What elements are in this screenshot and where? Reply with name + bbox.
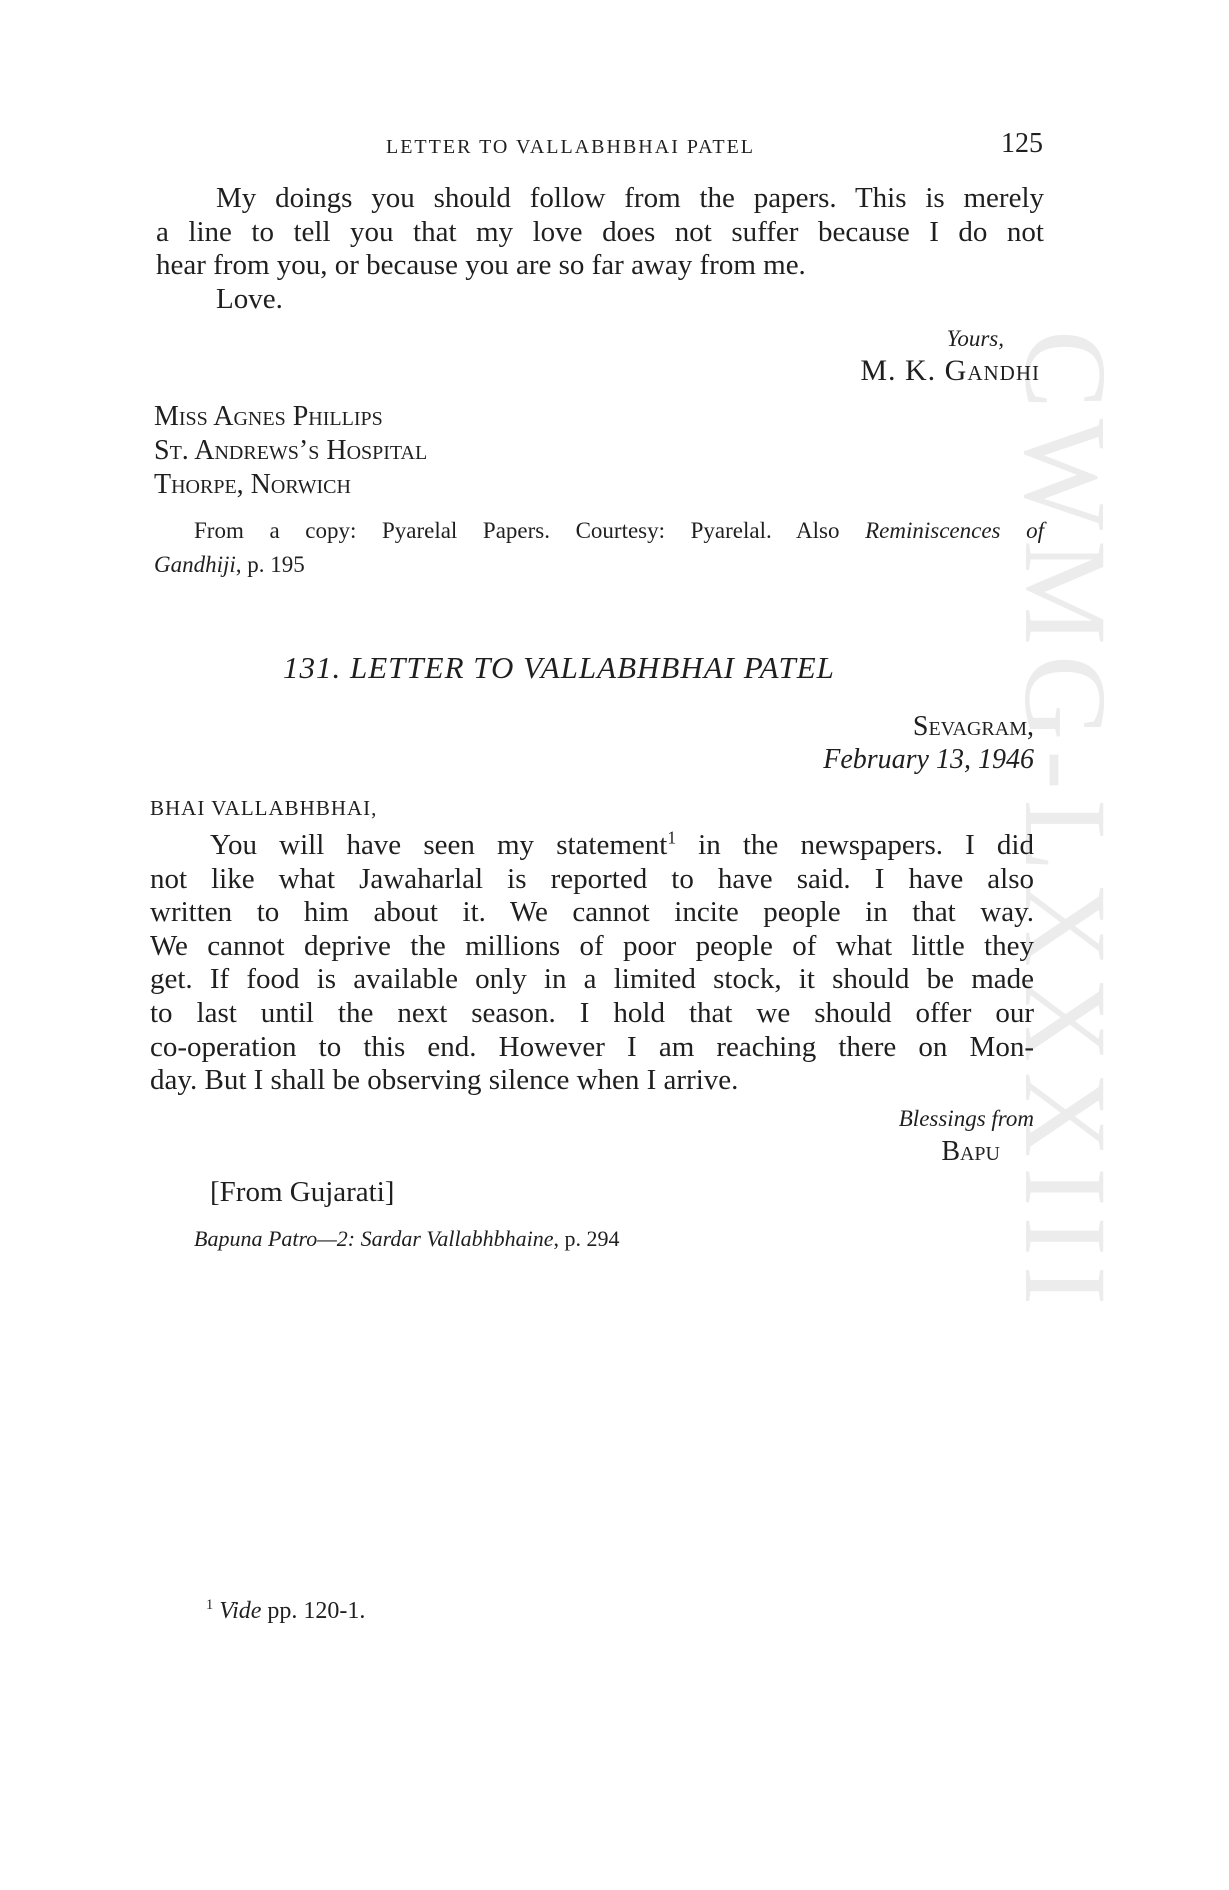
source-book-title: Gandhiji <box>154 552 236 577</box>
source-book-title: Reminiscences of <box>865 518 1044 543</box>
letter2-line: get. If food is available only in a limited stock, it should be made <box>150 963 1034 996</box>
letter2-line <box>150 829 1034 863</box>
source-text: From a copy: Pyarelal Papers. Courtesy: Pyarelal. Also <box>194 518 866 543</box>
letter1-source <box>154 514 1044 582</box>
address-line: Thorpe, Norwich <box>154 469 351 500</box>
source-text: , p. 195 <box>235 552 305 577</box>
letter1-signature: M. K. Gandhi <box>860 354 1040 387</box>
running-title: LETTER TO VALLABHBHAI PATEL <box>386 136 756 158</box>
letter2-line: We cannot deprive the millions of poor people of what little they <box>150 929 1034 962</box>
letter1-valediction: Yours, <box>946 326 1004 351</box>
letter1-closing: Love. <box>216 282 283 315</box>
footnote-marker: 1 <box>206 1597 214 1613</box>
watermark: CWMG-LXXXIII <box>1000 330 1131 1316</box>
letter2-line: not like what Jawaharlal is reported to have said. I have also <box>150 862 1034 895</box>
body-text: in the newspapers. I did <box>676 829 1034 861</box>
letter1-line: hear from you, or because you are so far away from me. <box>156 249 806 282</box>
letter1-line: My doings you should follow from the papers. This is merely <box>216 182 1044 214</box>
source-line <box>154 514 1044 548</box>
footnote <box>206 1598 365 1625</box>
address-line: St. Andrews’s Hospital <box>154 435 428 466</box>
recipient-address <box>154 400 427 502</box>
letter2-salutation: BHAI VALLABHBHAI, <box>150 796 378 820</box>
letter2-line: to last until the next season. I hold that we should offer our <box>150 996 1034 1029</box>
source-book-title: Bapuna Patro—2: Sardar Vallabhbhaine <box>194 1226 554 1251</box>
letter2-place: Sevagram, <box>912 711 1034 742</box>
letter1-line: a line to tell you that my love does not suffer because I do not <box>156 215 1044 248</box>
letter2-line: day. But I shall be observing silence when I arrive. <box>150 1064 739 1097</box>
page-number: 125 <box>1001 128 1043 159</box>
letter1-body <box>156 182 1044 316</box>
letter2-source <box>194 1226 620 1252</box>
source-line <box>154 548 1044 582</box>
address-line: Miss Agnes Phillips <box>154 401 383 432</box>
footnote-ref: 1 <box>667 827 677 848</box>
letter2-line: co-operation to this end. However I am reaching there on Mon- <box>150 1030 1034 1063</box>
footnote-vide: Vide <box>219 1598 262 1624</box>
source-text: , p. 294 <box>553 1226 620 1251</box>
letter2-signature: Bapu <box>941 1136 1000 1167</box>
letter2-line: written to him about it. We cannot incite people in that way. <box>150 896 1034 929</box>
footnote-text: pp. 120-1. <box>261 1598 366 1624</box>
body-text: You will have seen my statement <box>210 829 668 861</box>
letter-title: 131. LETTER TO VALLABHBHAI PATEL <box>283 650 835 685</box>
translation-note: [From Gujarati] <box>210 1176 395 1208</box>
letter2-body <box>150 829 1034 1098</box>
letter2-valediction: Blessings from <box>898 1106 1034 1131</box>
letter2-date: February 13, 1946 <box>823 744 1034 775</box>
